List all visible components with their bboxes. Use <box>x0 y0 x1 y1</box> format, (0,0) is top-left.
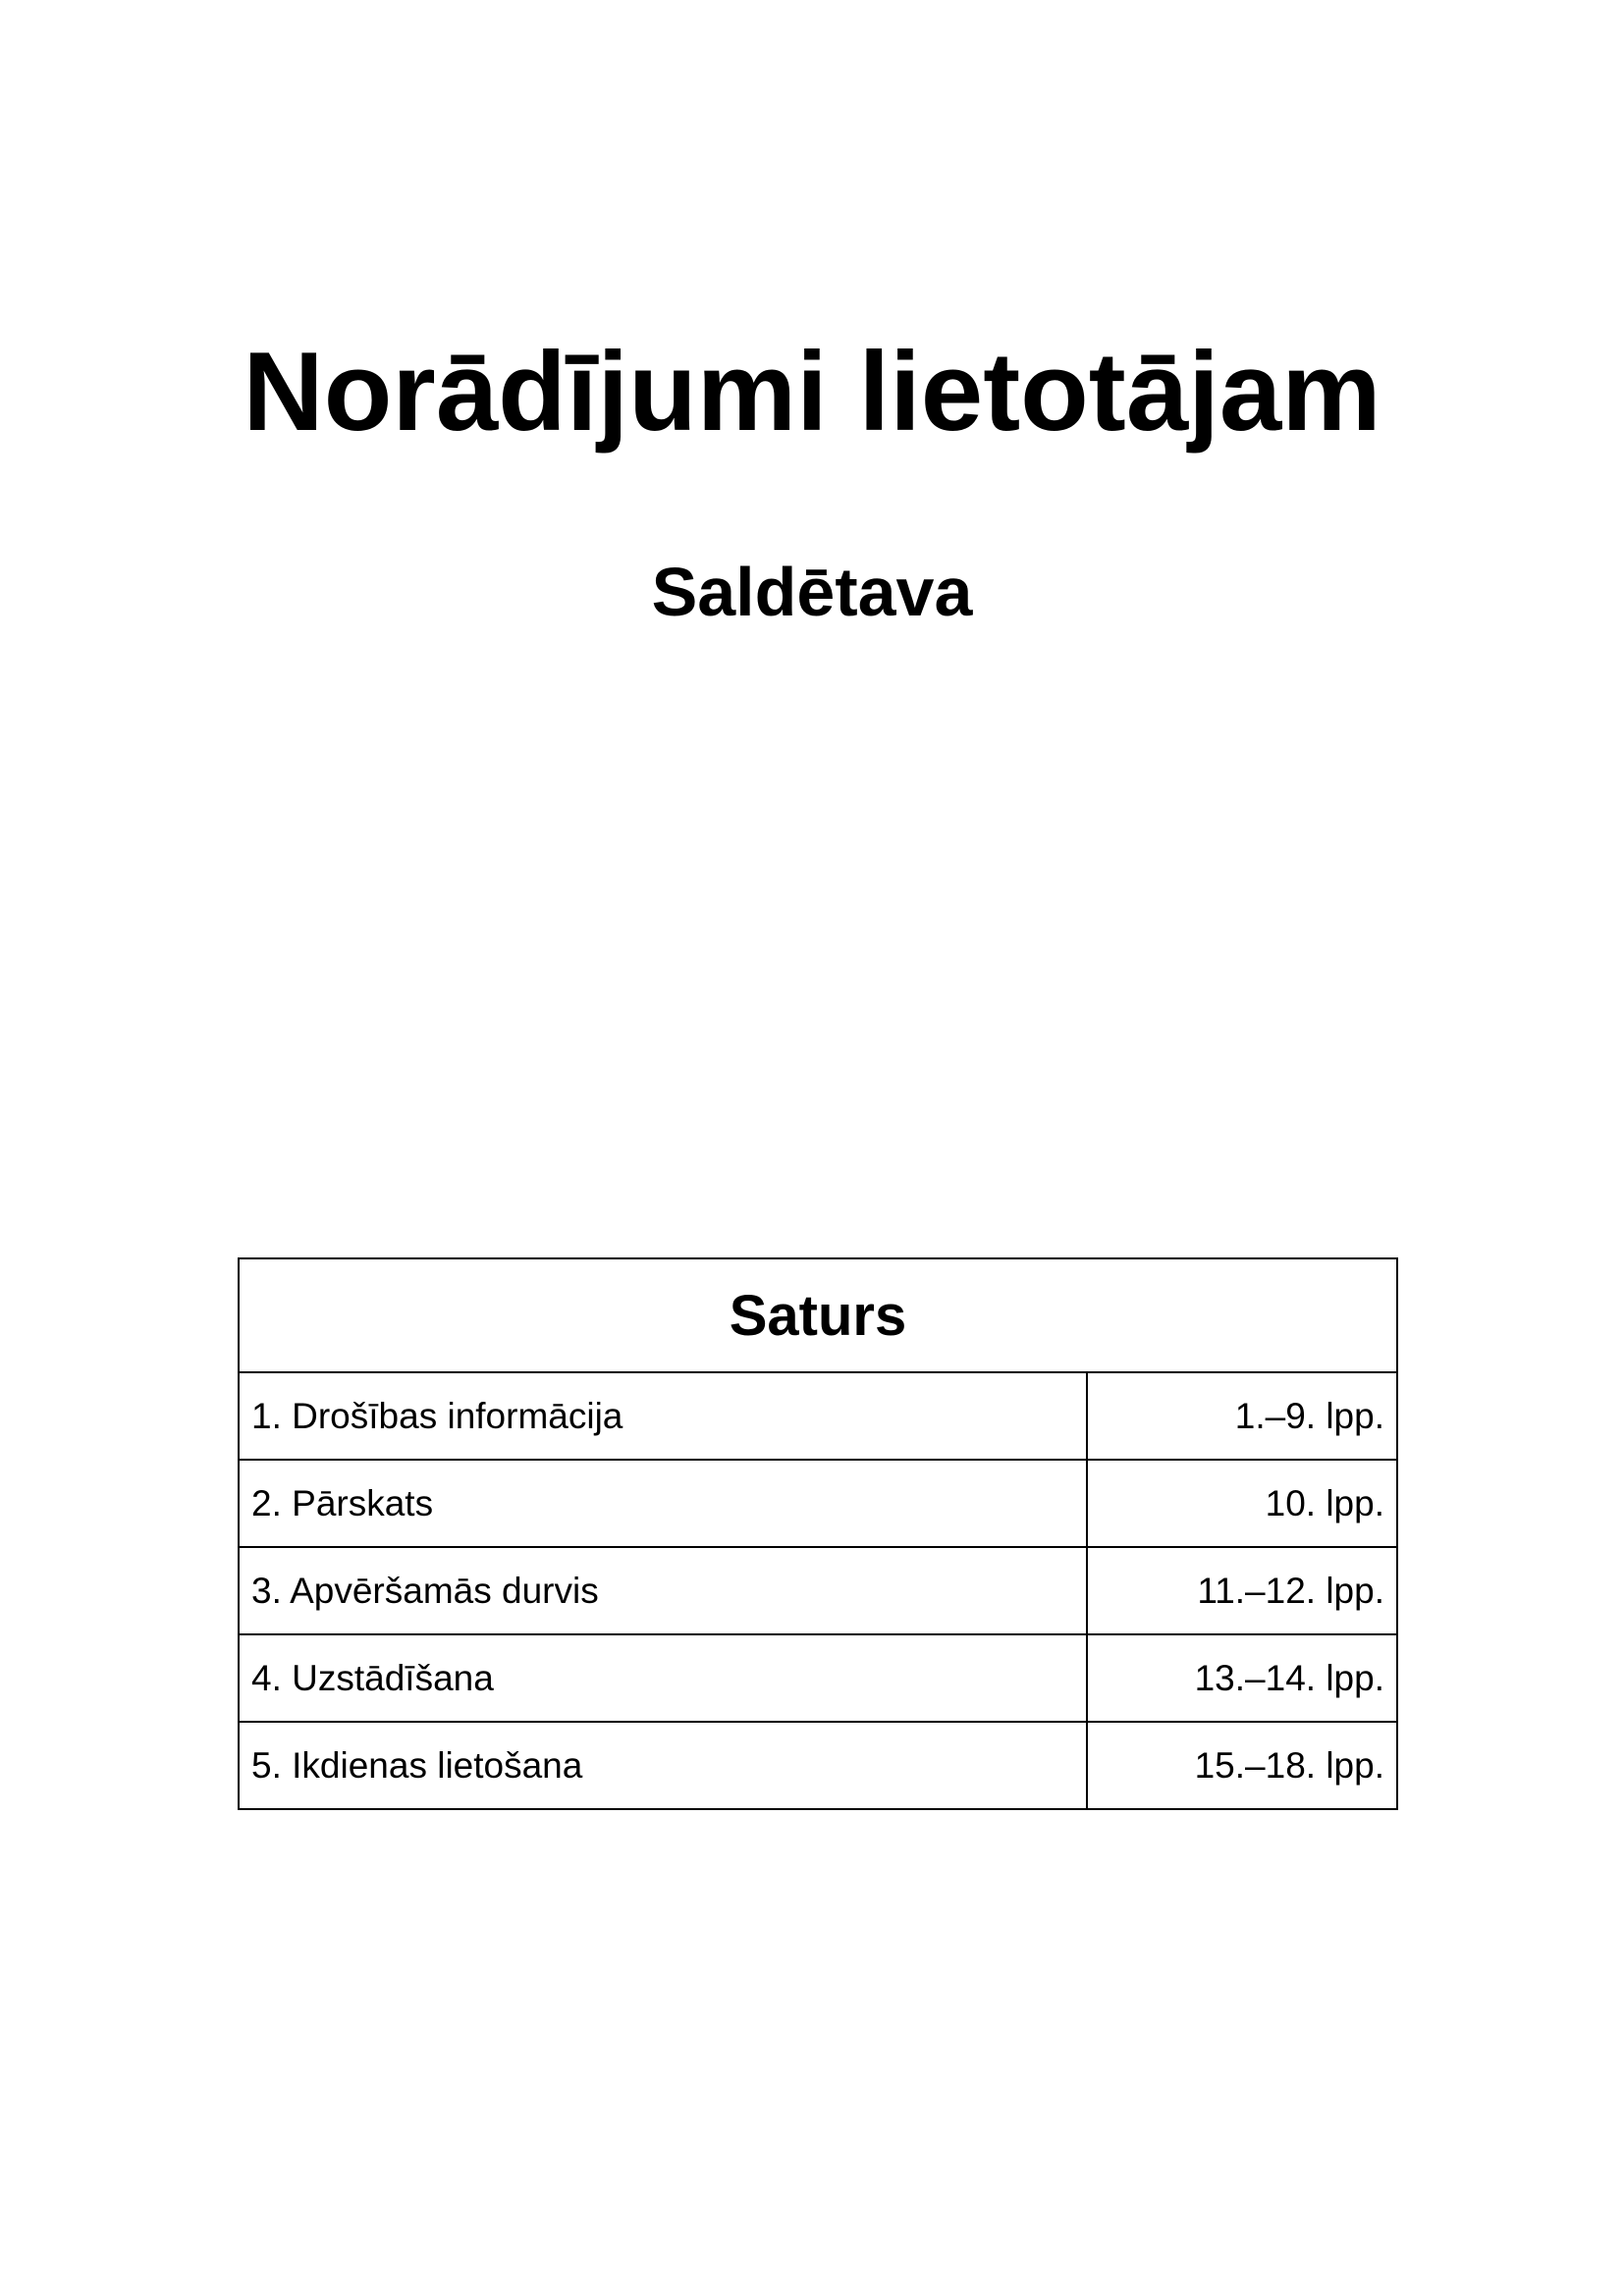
toc-heading: Saturs <box>239 1258 1397 1372</box>
page-title: Norādījumi lietotājam <box>243 330 1381 454</box>
table-row <box>239 1722 1397 1809</box>
table-row <box>239 1372 1397 1460</box>
table-of-contents <box>238 1257 1398 1810</box>
toc-item-label: 1. Drošības informācija <box>239 1372 1087 1460</box>
toc-item-label: 2. Pārskats <box>239 1460 1087 1547</box>
page-subtitle: Saldētava <box>651 554 973 630</box>
toc-heading-row <box>239 1258 1397 1372</box>
table-row <box>239 1634 1397 1722</box>
toc-item-pages: 13.–14. lpp. <box>1087 1634 1397 1722</box>
toc-item-label: 4. Uzstādīšana <box>239 1634 1087 1722</box>
table-row <box>239 1460 1397 1547</box>
toc-item-label: 3. Apvēršamās durvis <box>239 1547 1087 1634</box>
toc-item-pages: 15.–18. lpp. <box>1087 1722 1397 1809</box>
toc-item-pages: 10. lpp. <box>1087 1460 1397 1547</box>
toc-item-label: 5. Ikdienas lietošana <box>239 1722 1087 1809</box>
toc-item-pages: 1.–9. lpp. <box>1087 1372 1397 1460</box>
toc-item-pages: 11.–12. lpp. <box>1087 1547 1397 1634</box>
table-row <box>239 1547 1397 1634</box>
